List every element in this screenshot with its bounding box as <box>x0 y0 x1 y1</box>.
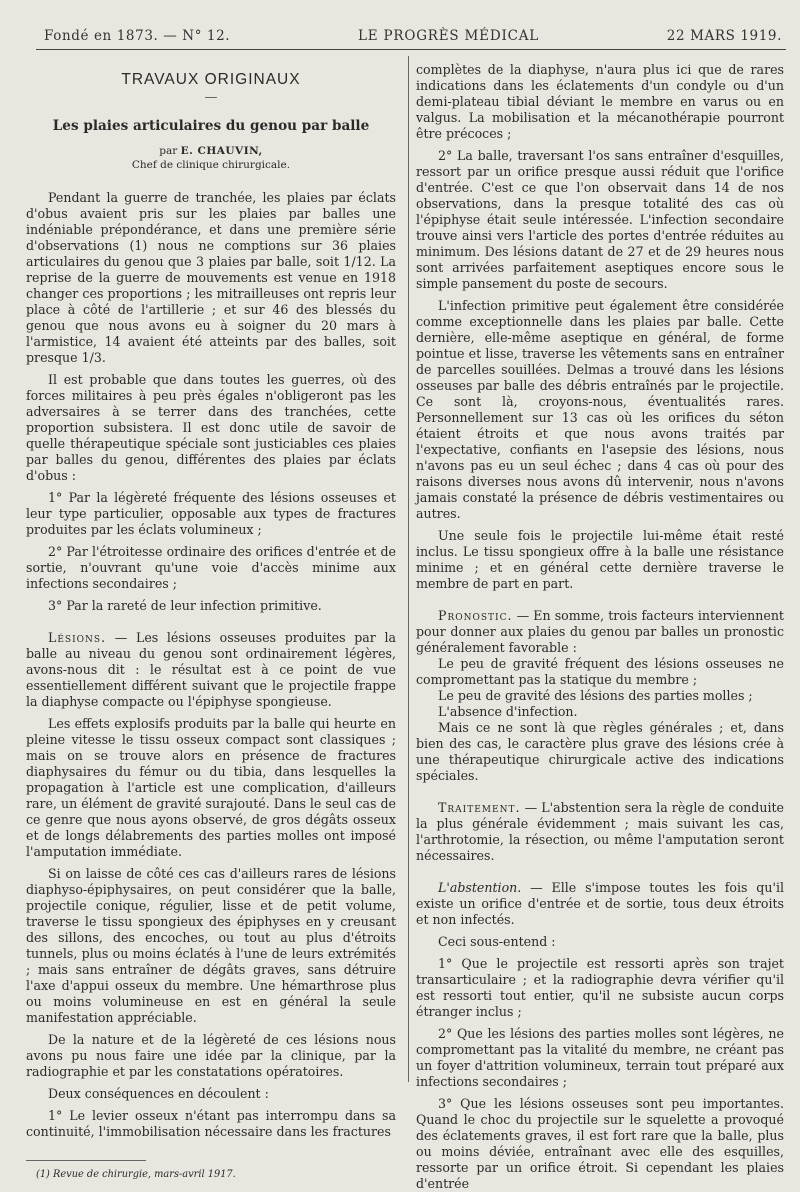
paragraph-text: — En somme, trois facteurs interviennent pour donner aux plaies du genou par balles un pronostic généralement favorable : <box>416 608 784 655</box>
paragraph: 3° Par la rareté de leur infection primitive. <box>48 598 322 613</box>
right-column <box>416 62 784 1192</box>
paragraph: De la nature et de la légèreté de ces lésions nous avons pu nous faire une idée par la clinique, par la radiographie et par les constatations opératoires. <box>26 1032 396 1079</box>
paragraph: 1° Que le projectile est ressorti après son trajet transarticulaire ; et la radiographie devra vérifier qu'il est ressorti tout entier, qu'il ne subsiste aucun corps étranger inclus ; <box>416 956 784 1019</box>
subhead-traitement: Traitement. <box>438 800 521 815</box>
paragraph: Ceci sous-entend : <box>438 934 556 949</box>
paragraph: L'infection primitive peut également être considérée comme exceptionnelle dans les plaies par balle. Cette dernière, elle-même aseptique en général, de forme pointue et lisse, traverse les vêtements sans en entraîner de parcelles souillées. Delmas a trouvé dans les lésions osseuses par balle des débris entraînés par le projectile. Ce sont là, croyons-nous, éventualités rares. Personnellement sur 13 cas où les orifices du séton étaient étroits et que nous avons traités par l'expectative, confiants en l'asepsie des lésions, nous n'avons pas eu un seul échec ; dans 4 cas où pour des raisons diverses nous avons dû intervenir, nous n'avons jamais constaté la présence de débris vestimentaires ou autres. <box>416 298 784 521</box>
header-rule <box>36 49 786 50</box>
paragraph: Mais ce ne sont là que règles générales ; et, dans bien des cas, le caractère plus grave des lésions crée à une thérapeutique chirurgicale active des indications spéciales. <box>416 720 784 783</box>
paragraph: Une seule fois le projectile lui-même était resté inclus. Le tissu spongieux offre à la balle une résistance minime ; et en général cette dernière traverse le membre de part en part. <box>416 528 784 591</box>
header-founded: Fondé en 1873. — N° 12. <box>44 28 231 44</box>
section-dash: — <box>204 90 218 105</box>
paragraph-abstention <box>416 880 784 928</box>
paragraph: L'absence d'infection. <box>438 704 578 719</box>
paragraph: 1° Le levier osseux n'étant pas interrompu dans sa continuité, l'immobilisation nécessaire dans les fractures <box>26 1108 396 1139</box>
paragraph: Il est probable que dans toutes les guerres, où des forces militaires à peu près égales n'obligeront pas les adversaires à se terrer dans des tranchées, cette proportion subsistera. Il est donc utile de savoir de quelle thérapeutique spéciale sont justiciables ces plaies par balles du genou, différentes des plaies par éclats d'obus : <box>26 372 396 483</box>
paragraph-pronostic <box>416 608 784 656</box>
paragraph: 2° Que les lésions des parties molles sont légères, ne compromettant pas la vitalité du membre, ne créant pas un foyer d'attrition volumineux, terrain tout préparé aux infections secondaires ; <box>416 1026 784 1089</box>
paragraph-lesions <box>26 630 396 710</box>
paragraph: 2° Par l'étroitesse ordinaire des orifices d'entrée et de sortie, n'ouvrant qu'une voie d'accès minime aux infections secondaires ; <box>26 544 396 591</box>
paragraph-text: — L'abstention sera la règle de conduite la plus générale évidemment ; mais suivant les cas, l'arthrotomie, la résection, ou même l'amputation seront nécessaires. <box>416 800 784 863</box>
column-divider <box>408 56 409 1082</box>
author-role: Chef de clinique chirurgicale. <box>131 159 291 171</box>
author-name: E. CHAUVIN, <box>180 145 263 157</box>
article-title: Les plaies articulaires du genou par balle <box>52 118 370 134</box>
paragraph-traitement <box>416 800 784 864</box>
paragraph: Pendant la guerre de tranchée, les plaies par éclats d'obus avaient pris sur les plaies par balles une indéniable prépondérance, et dans une première série d'observations (1) nous ne comptions sur 36 plaies articulaires du genou que 3 plaies par balle, soit 1/12. La reprise de la guerre de mouvements est venue en 1918 changer ces proportions ; les mitrailleuses ont repris leur place à côté de l'artillerie ; et sur 46 des blessés du genou que nous avons eu à soigner du 20 mars à l'armistice, 14 avaient été atteints par des balles, soit presque 1/3. <box>26 190 396 365</box>
footnote: (1) Revue de chirurgie, mars-avril 1917. <box>36 1169 236 1180</box>
paragraph: Les effets explosifs produits par la balle qui heurte en pleine vitesse le tissu osseux compact sont classiques ; mais on se trouve alors en présence de fractures diaphysaires du fémur ou du tibia, dans lesquelles la propagation à l'article est une complication, d'ailleurs rare, un élément de gravité surajouté. Dans le seul cas de ce genre que nous ayons observé, de gros dégâts osseux et de longs délabrements des parties molles ont imposé l'amputation immédiate. <box>26 716 396 859</box>
paragraph: 2° La balle, traversant l'os sans entraîner d'esquilles, ressort par un orifice presque aussi réduit que l'orifice d'entrée. C'est ce que l'on observait dans 14 de nos observations, dans la presque totalité des cas où l'épiphyse était seule intéressée. L'infection secondaire trouve ainsi vers l'article des portes d'entrée réduites au minimum. Des lésions datant de 27 et de 29 heures nous sont arrivées parfaitement aseptiques encore sous le simple pansement du poste de secours. <box>416 148 784 291</box>
subhead-abstention: L'abstention. <box>438 880 522 895</box>
byline-prefix: par <box>159 145 178 157</box>
paragraph: complètes de la diaphyse, n'aura plus ici que de rares indications dans les éclatements d'un condyle ou d'un demi-plateau tibial déviant le membre en varus ou en valgus. La mobilisation et la mécanothérapie pourront être précoces ; <box>416 62 784 141</box>
paragraph: Le peu de gravité des lésions des parties molles ; <box>438 688 753 703</box>
subhead-lesions: Lésions. <box>48 630 107 645</box>
paragraph: Le peu de gravité fréquent des lésions osseuses ne compromettant pas la statique du membre ; <box>416 656 784 687</box>
left-column <box>26 58 396 1183</box>
byline <box>26 144 396 172</box>
paragraph-text: — Les lésions osseuses produites par la balle au niveau du genou sont ordinairement légères, avons-nous dit : le résultat est à ce point de vue essentiellement différent suivant que le projectile frappe la diaphyse compacte ou l'épiphyse spongieuse. <box>26 630 396 709</box>
section-title: TRAVAUX ORIGINAUX <box>121 71 301 88</box>
paragraph-text: — Elle s'impose toutes les fois qu'il existe un orifice d'entrée et de sortie, tous deux étroits et non infectés. <box>416 880 784 927</box>
subhead-pronostic: Pronostic. <box>438 608 513 623</box>
running-header <box>44 26 782 46</box>
footnote-rule <box>26 1160 146 1161</box>
paragraph: 3° Que les lésions osseuses sont peu importantes. Quand le choc du projectile sur le squelette a provoqué des éclatements graves, il est fort rare que la balle, plus ou moins déviée, entraînant avec elle des esquilles, ressorte par un orifice étroit. Si cependant les plaies d'entrée <box>416 1096 784 1191</box>
paragraph: Deux conséquences en découlent : <box>48 1086 269 1101</box>
journal-title: LE PROGRÈS MÉDICAL <box>357 28 540 44</box>
paragraph: Si on laisse de côté ces cas d'ailleurs rares de lésions diaphyso-épiphysaires, on peut considérer que la balle, projectile conique, régulier, lisse et de petit volume, traverse le tissu spongieux des épiphyses en y creusant des sillons, des encoches, ou tout au plus d'étroits tunnels, plus ou moins éclatés à l'une de leurs extrémités ; mais sans entraîner de dégâts graves, sans détruire l'axe d'appui osseux du membre. Une hémarthrose plus ou moins volumineuse en est en général la seule manifestation appréciable. <box>26 866 396 1025</box>
paragraph: 1° Par la légèreté fréquente des lésions osseuses et leur type particulier, opposable aux types de fractures produites par les éclats volumineux ; <box>26 490 396 537</box>
issue-date: 22 MARS 1919. <box>666 28 782 44</box>
